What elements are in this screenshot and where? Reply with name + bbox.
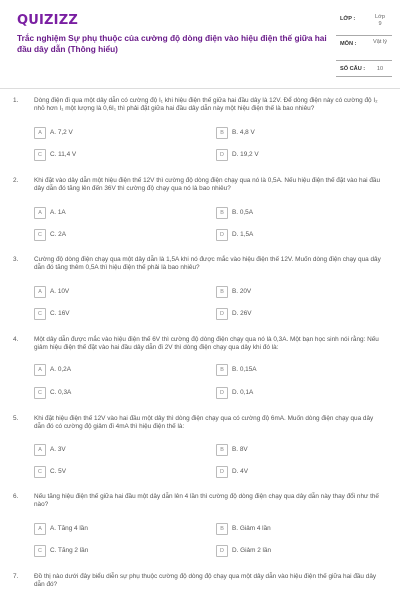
question-number: 4. bbox=[13, 336, 19, 343]
option-b[interactable] bbox=[216, 364, 376, 376]
meta-subject-label: MÔN : bbox=[340, 41, 357, 47]
option-d[interactable] bbox=[216, 466, 376, 478]
option-d[interactable] bbox=[216, 149, 376, 161]
option-a[interactable] bbox=[34, 364, 194, 376]
option-key-box: C bbox=[34, 149, 46, 161]
option-key-box: A bbox=[34, 364, 46, 376]
question-number: 3. bbox=[13, 256, 19, 263]
meta-divider bbox=[336, 35, 392, 36]
option-text: C. 16V bbox=[50, 310, 70, 317]
option-a[interactable] bbox=[34, 523, 194, 535]
meta-divider bbox=[336, 60, 392, 61]
option-text: A. 10V bbox=[50, 288, 70, 295]
option-text: B. Giảm 4 lần bbox=[232, 525, 271, 532]
option-key-box: C bbox=[34, 308, 46, 320]
option-b[interactable] bbox=[216, 523, 376, 535]
option-key-box: B bbox=[216, 364, 228, 376]
option-b[interactable] bbox=[216, 207, 376, 219]
option-key-box: B bbox=[216, 444, 228, 456]
option-text: C. 0,3A bbox=[50, 389, 72, 396]
option-key-box: B bbox=[216, 127, 228, 139]
question-number: 5. bbox=[13, 415, 19, 422]
meta-count-label: SỐ CÂU : bbox=[340, 66, 366, 72]
option-d[interactable] bbox=[216, 229, 376, 241]
option-text: D. 19,2 V bbox=[232, 151, 259, 158]
option-text: B. 8V bbox=[232, 446, 248, 453]
option-text: A. Tăng 4 lần bbox=[50, 525, 88, 532]
option-key-box: B bbox=[216, 207, 228, 219]
option-text: D. 4V bbox=[232, 468, 248, 475]
question-text: Một dây dẫn được mắc vào hiệu điện thế 6V thì cường độ dòng điện chạy qua nó là 0,3A. Một bạn học sinh nói rằng: Nếu giảm hiệu điện thế đặt vào hai đầu dây dẫn đi 2V thì dòng điện chạy qua dây khi đó là: bbox=[34, 336, 379, 352]
option-text: A. 3V bbox=[50, 446, 66, 453]
option-a[interactable] bbox=[34, 444, 194, 456]
question-number: 6. bbox=[13, 493, 19, 500]
question-text: Nếu tăng hiệu điện thế giữa hai đầu một dây dẫn lên 4 lần thì cường độ dòng điện chạy qua dây dẫn này thay đổi như thế nào? bbox=[34, 493, 379, 509]
option-key-box: B bbox=[216, 523, 228, 535]
option-key-box: D bbox=[216, 387, 228, 399]
option-text: D. Giảm 2 lần bbox=[232, 547, 272, 554]
quizizz-logo: QUIZIZZ bbox=[17, 13, 78, 28]
option-b[interactable] bbox=[216, 127, 376, 139]
option-a[interactable] bbox=[34, 286, 194, 298]
option-key-box: B bbox=[216, 286, 228, 298]
option-a[interactable] bbox=[34, 207, 194, 219]
worksheet-title: Trắc nghiệm Sự phụ thuộc của cường độ dòng điện vào hiệu điện thế giữa hai đầu dây dẫn (Thông hiểu) bbox=[17, 33, 327, 54]
option-key-box: D bbox=[216, 545, 228, 557]
option-text: C. 11,4 V bbox=[50, 151, 77, 158]
option-key-box: A bbox=[34, 444, 46, 456]
option-a[interactable] bbox=[34, 127, 194, 139]
option-c[interactable] bbox=[34, 466, 194, 478]
option-text: C. 5V bbox=[50, 468, 66, 475]
option-c[interactable] bbox=[34, 545, 194, 557]
option-key-box: C bbox=[34, 387, 46, 399]
option-key-box: A bbox=[34, 207, 46, 219]
option-text: C. 2A bbox=[50, 231, 66, 238]
question-text: Khi đặt hiệu điện thế 12V vào hai đầu một dây thì dòng điện chạy qua có cường độ 6mA. Muốn dòng điện chạy qua dây dẫn đó có cường độ giảm đi 4mA thì hiệu điện thế là: bbox=[34, 415, 374, 431]
option-text: B. 0,15A bbox=[232, 366, 257, 373]
option-d[interactable] bbox=[216, 545, 376, 557]
question-number: 7. bbox=[13, 573, 19, 580]
question-text: Dòng điện đi qua một dây dẫn có cường độ I₁ khi hiệu điện thế giữa hai đầu dây là 12V. Để dòng điện này có cường độ I₂ nhỏ hơn I₁ một lượng là 0,6I₁ thì phải đặt giữa hai đầu dây dẫn này một hiệu điện thế là bao nhiêu? bbox=[34, 97, 378, 113]
meta-subject-value: Vật lý bbox=[373, 39, 387, 45]
option-text: A. 1A bbox=[50, 209, 66, 216]
question-number: 2. bbox=[13, 177, 19, 184]
option-text: A. 0,2A bbox=[50, 366, 71, 373]
option-key-box: C bbox=[34, 466, 46, 478]
meta-class-value: Lớp 9 bbox=[375, 14, 385, 27]
option-b[interactable] bbox=[216, 286, 376, 298]
option-text: B. 20V bbox=[232, 288, 252, 295]
option-d[interactable] bbox=[216, 308, 376, 320]
option-c[interactable] bbox=[34, 387, 194, 399]
option-key-box: D bbox=[216, 229, 228, 241]
question-text: Khi đặt vào dây dẫn một hiệu điện thế 12V thì cường độ dòng điện chạy qua nó là 0,5A. Nếu hiệu điện thế đặt vào hai đầu dây dẫn đó tăng lên đến 36V thì cường độ chạy qua nó là bao nhiêu? bbox=[34, 177, 381, 193]
option-key-box: A bbox=[34, 523, 46, 535]
question-number: 1. bbox=[13, 97, 19, 104]
option-key-box: D bbox=[216, 308, 228, 320]
worksheet-header bbox=[0, 0, 400, 88]
option-text: C. Tăng 2 lần bbox=[50, 547, 89, 554]
option-key-box: C bbox=[34, 545, 46, 557]
option-text: D. 0,1A bbox=[232, 389, 254, 396]
header-divider bbox=[0, 88, 400, 89]
option-c[interactable] bbox=[34, 308, 194, 320]
question-text: Cường độ dòng điện chạy qua một dây dẫn là 1,5A khi nó được mắc vào hiệu điện thế 12V. Muốn dòng điện chạy qua dây dẫn đó tăng thêm 0,5A thì hiệu điện thế phải là bao nhiêu? bbox=[34, 256, 381, 272]
option-key-box: A bbox=[34, 286, 46, 298]
option-c[interactable] bbox=[34, 229, 194, 241]
meta-class-label: LỚP : bbox=[340, 16, 356, 22]
option-text: A. 7,2 V bbox=[50, 129, 73, 136]
question-text: Đồ thị nào dưới đây biểu diễn sự phụ thuộc cường độ dòng độ chạy qua một dây dẫn vào hiệu điện thế giữa hai đầu dây dẫn đó? bbox=[34, 573, 377, 589]
option-key-box: A bbox=[34, 127, 46, 139]
option-text: D. 1,5A bbox=[232, 231, 254, 238]
option-key-box: D bbox=[216, 466, 228, 478]
option-d[interactable] bbox=[216, 387, 376, 399]
option-text: D. 26V bbox=[232, 310, 252, 317]
option-key-box: D bbox=[216, 149, 228, 161]
option-c[interactable] bbox=[34, 149, 194, 161]
meta-count-value: 10 bbox=[376, 66, 384, 72]
option-text: B. 0,5A bbox=[232, 209, 253, 216]
option-b[interactable] bbox=[216, 444, 376, 456]
meta-divider bbox=[336, 76, 392, 77]
option-text: B. 4,8 V bbox=[232, 129, 255, 136]
option-key-box: C bbox=[34, 229, 46, 241]
